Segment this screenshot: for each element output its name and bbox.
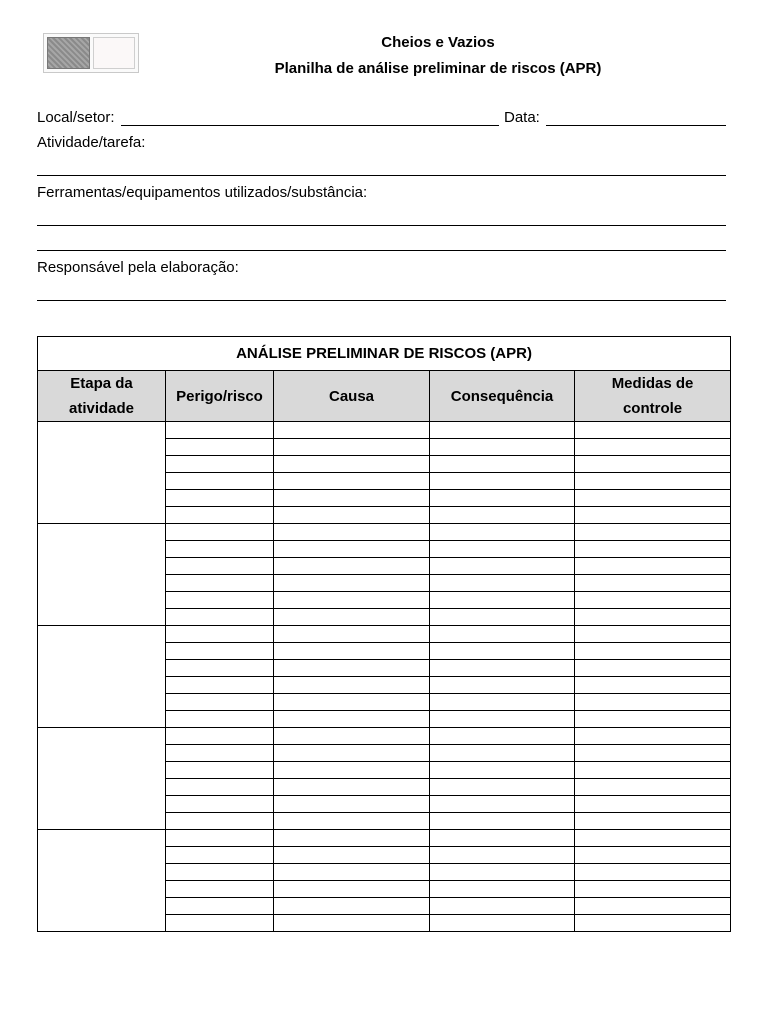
causa-cell[interactable] [274,456,430,473]
perigo-cell[interactable] [166,762,274,779]
apr-table-body [38,422,731,932]
causa-cell[interactable] [274,762,430,779]
logo-dark-block [47,37,90,69]
medidas-cell[interactable] [575,507,731,524]
consequencia-cell[interactable] [430,864,575,881]
causa-cell[interactable] [274,507,430,524]
perigo-cell[interactable] [166,677,274,694]
causa-cell[interactable] [274,881,430,898]
perigo-cell[interactable] [166,524,274,541]
ferramentas-label: Ferramentas/equipamentos utilizados/substância: [37,184,368,201]
local-setor-field[interactable] [121,125,499,126]
causa-cell[interactable] [274,864,430,881]
perigo-cell[interactable] [166,728,274,745]
consequencia-cell[interactable] [430,830,575,847]
org-name: Cheios e Vazios [381,34,495,51]
medidas-cell[interactable] [575,898,731,915]
medidas-cell[interactable] [575,524,731,541]
perigo-cell[interactable] [166,830,274,847]
perigo-cell[interactable] [166,745,274,762]
perigo-cell[interactable] [166,694,274,711]
causa-cell[interactable] [274,745,430,762]
consequencia-cell[interactable] [430,762,575,779]
perigo-cell[interactable] [166,847,274,864]
ferramentas-field-line-2[interactable] [37,250,726,251]
medidas-cell[interactable] [575,745,731,762]
causa-cell[interactable] [274,779,430,796]
header-medidas-line2: controle [622,400,683,417]
perigo-cell[interactable] [166,541,274,558]
causa-cell[interactable] [274,915,430,932]
causa-cell[interactable] [274,422,430,439]
header-etapa-line1: Etapa da [70,375,133,392]
medidas-cell[interactable] [575,677,731,694]
responsavel-label: Responsável pela elaboração: [37,259,239,276]
causa-cell[interactable] [274,830,430,847]
medidas-cell[interactable] [575,439,731,456]
consequencia-cell[interactable] [430,422,575,439]
causa-cell[interactable] [274,728,430,745]
medidas-cell[interactable] [575,660,731,677]
perigo-cell[interactable] [166,898,274,915]
consequencia-cell[interactable] [430,915,575,932]
consequencia-cell[interactable] [430,677,575,694]
etapa-cell[interactable] [38,626,166,728]
table-row [38,626,731,643]
consequencia-cell[interactable] [430,694,575,711]
consequencia-cell[interactable] [430,626,575,643]
data-label: Data: [504,109,540,126]
medidas-cell[interactable] [575,456,731,473]
table-row [38,830,731,847]
medidas-cell[interactable] [575,711,731,728]
perigo-cell[interactable] [166,507,274,524]
causa-cell[interactable] [274,643,430,660]
perigo-cell[interactable] [166,473,274,490]
header-consequencia: Consequência [430,371,575,422]
perigo-cell[interactable] [166,422,274,439]
document-title: Planilha de análise preliminar de riscos (APR) [274,60,602,77]
medidas-cell[interactable] [575,541,731,558]
perigo-cell[interactable] [166,881,274,898]
causa-cell[interactable] [274,592,430,609]
consequencia-cell[interactable] [430,881,575,898]
responsavel-field[interactable] [37,300,726,301]
medidas-cell[interactable] [575,864,731,881]
consequencia-cell[interactable] [430,728,575,745]
causa-cell[interactable] [274,541,430,558]
consequencia-cell[interactable] [430,592,575,609]
ferramentas-field-line-1[interactable] [37,225,726,226]
perigo-cell[interactable] [166,796,274,813]
etapa-cell[interactable] [38,728,166,830]
consequencia-cell[interactable] [430,643,575,660]
atividade-tarefa-field[interactable] [37,175,726,176]
consequencia-cell[interactable] [430,558,575,575]
consequencia-cell[interactable] [430,796,575,813]
perigo-cell[interactable] [166,592,274,609]
local-setor-label: Local/setor: [37,109,115,126]
header-etapa [38,371,166,422]
medidas-cell[interactable] [575,643,731,660]
consequencia-cell[interactable] [430,439,575,456]
causa-cell[interactable] [274,711,430,728]
consequencia-cell[interactable] [430,456,575,473]
causa-cell[interactable] [274,660,430,677]
perigo-cell[interactable] [166,779,274,796]
medidas-cell[interactable] [575,422,731,439]
medidas-cell[interactable] [575,915,731,932]
perigo-cell[interactable] [166,643,274,660]
causa-cell[interactable] [274,626,430,643]
perigo-cell[interactable] [166,626,274,643]
causa-cell[interactable] [274,609,430,626]
medidas-cell[interactable] [575,830,731,847]
medidas-cell[interactable] [575,762,731,779]
perigo-cell[interactable] [166,711,274,728]
causa-cell[interactable] [274,558,430,575]
perigo-cell[interactable] [166,864,274,881]
perigo-cell[interactable] [166,915,274,932]
perigo-cell[interactable] [166,558,274,575]
atividade-tarefa-label: Atividade/tarefa: [37,134,146,151]
table-row [38,524,731,541]
logo-light-block [93,37,136,69]
header-medidas-line1: Medidas de [611,375,694,392]
perigo-cell[interactable] [166,609,274,626]
causa-cell[interactable] [274,490,430,507]
medidas-cell[interactable] [575,592,731,609]
consequencia-cell[interactable] [430,711,575,728]
medidas-cell[interactable] [575,558,731,575]
medidas-cell[interactable] [575,779,731,796]
table-row [38,422,731,439]
medidas-cell[interactable] [575,473,731,490]
causa-cell[interactable] [274,796,430,813]
consequencia-cell[interactable] [430,507,575,524]
perigo-cell[interactable] [166,660,274,677]
consequencia-cell[interactable] [430,813,575,830]
medidas-cell[interactable] [575,796,731,813]
header-perigo: Perigo/risco [166,371,274,422]
perigo-cell[interactable] [166,813,274,830]
consequencia-cell[interactable] [430,898,575,915]
perigo-cell[interactable] [166,490,274,507]
causa-cell[interactable] [274,575,430,592]
apr-table-title: ANÁLISE PRELIMINAR DE RISCOS (APR) [38,337,731,371]
etapa-cell[interactable] [38,830,166,932]
medidas-cell[interactable] [575,609,731,626]
medidas-cell[interactable] [575,847,731,864]
consequencia-cell[interactable] [430,779,575,796]
consequencia-cell[interactable] [430,660,575,677]
causa-cell[interactable] [274,694,430,711]
causa-cell[interactable] [274,439,430,456]
medidas-cell[interactable] [575,575,731,592]
header-medidas [575,371,731,422]
company-logo [43,33,139,73]
perigo-cell[interactable] [166,456,274,473]
table-row [38,728,731,745]
apr-table [37,336,731,932]
causa-cell[interactable] [274,898,430,915]
causa-cell[interactable] [274,473,430,490]
consequencia-cell[interactable] [430,745,575,762]
consequencia-cell[interactable] [430,490,575,507]
medidas-cell[interactable] [575,694,731,711]
consequencia-cell[interactable] [430,575,575,592]
header-etapa-line2: atividade [68,400,135,417]
etapa-cell[interactable] [38,524,166,626]
medidas-cell[interactable] [575,881,731,898]
causa-cell[interactable] [274,847,430,864]
causa-cell[interactable] [274,677,430,694]
consequencia-cell[interactable] [430,473,575,490]
causa-cell[interactable] [274,524,430,541]
medidas-cell[interactable] [575,813,731,830]
consequencia-cell[interactable] [430,524,575,541]
causa-cell[interactable] [274,813,430,830]
perigo-cell[interactable] [166,439,274,456]
medidas-cell[interactable] [575,728,731,745]
consequencia-cell[interactable] [430,609,575,626]
medidas-cell[interactable] [575,490,731,507]
data-field[interactable] [546,125,726,126]
perigo-cell[interactable] [166,575,274,592]
etapa-cell[interactable] [38,422,166,524]
consequencia-cell[interactable] [430,541,575,558]
header-causa: Causa [274,371,430,422]
medidas-cell[interactable] [575,626,731,643]
consequencia-cell[interactable] [430,847,575,864]
